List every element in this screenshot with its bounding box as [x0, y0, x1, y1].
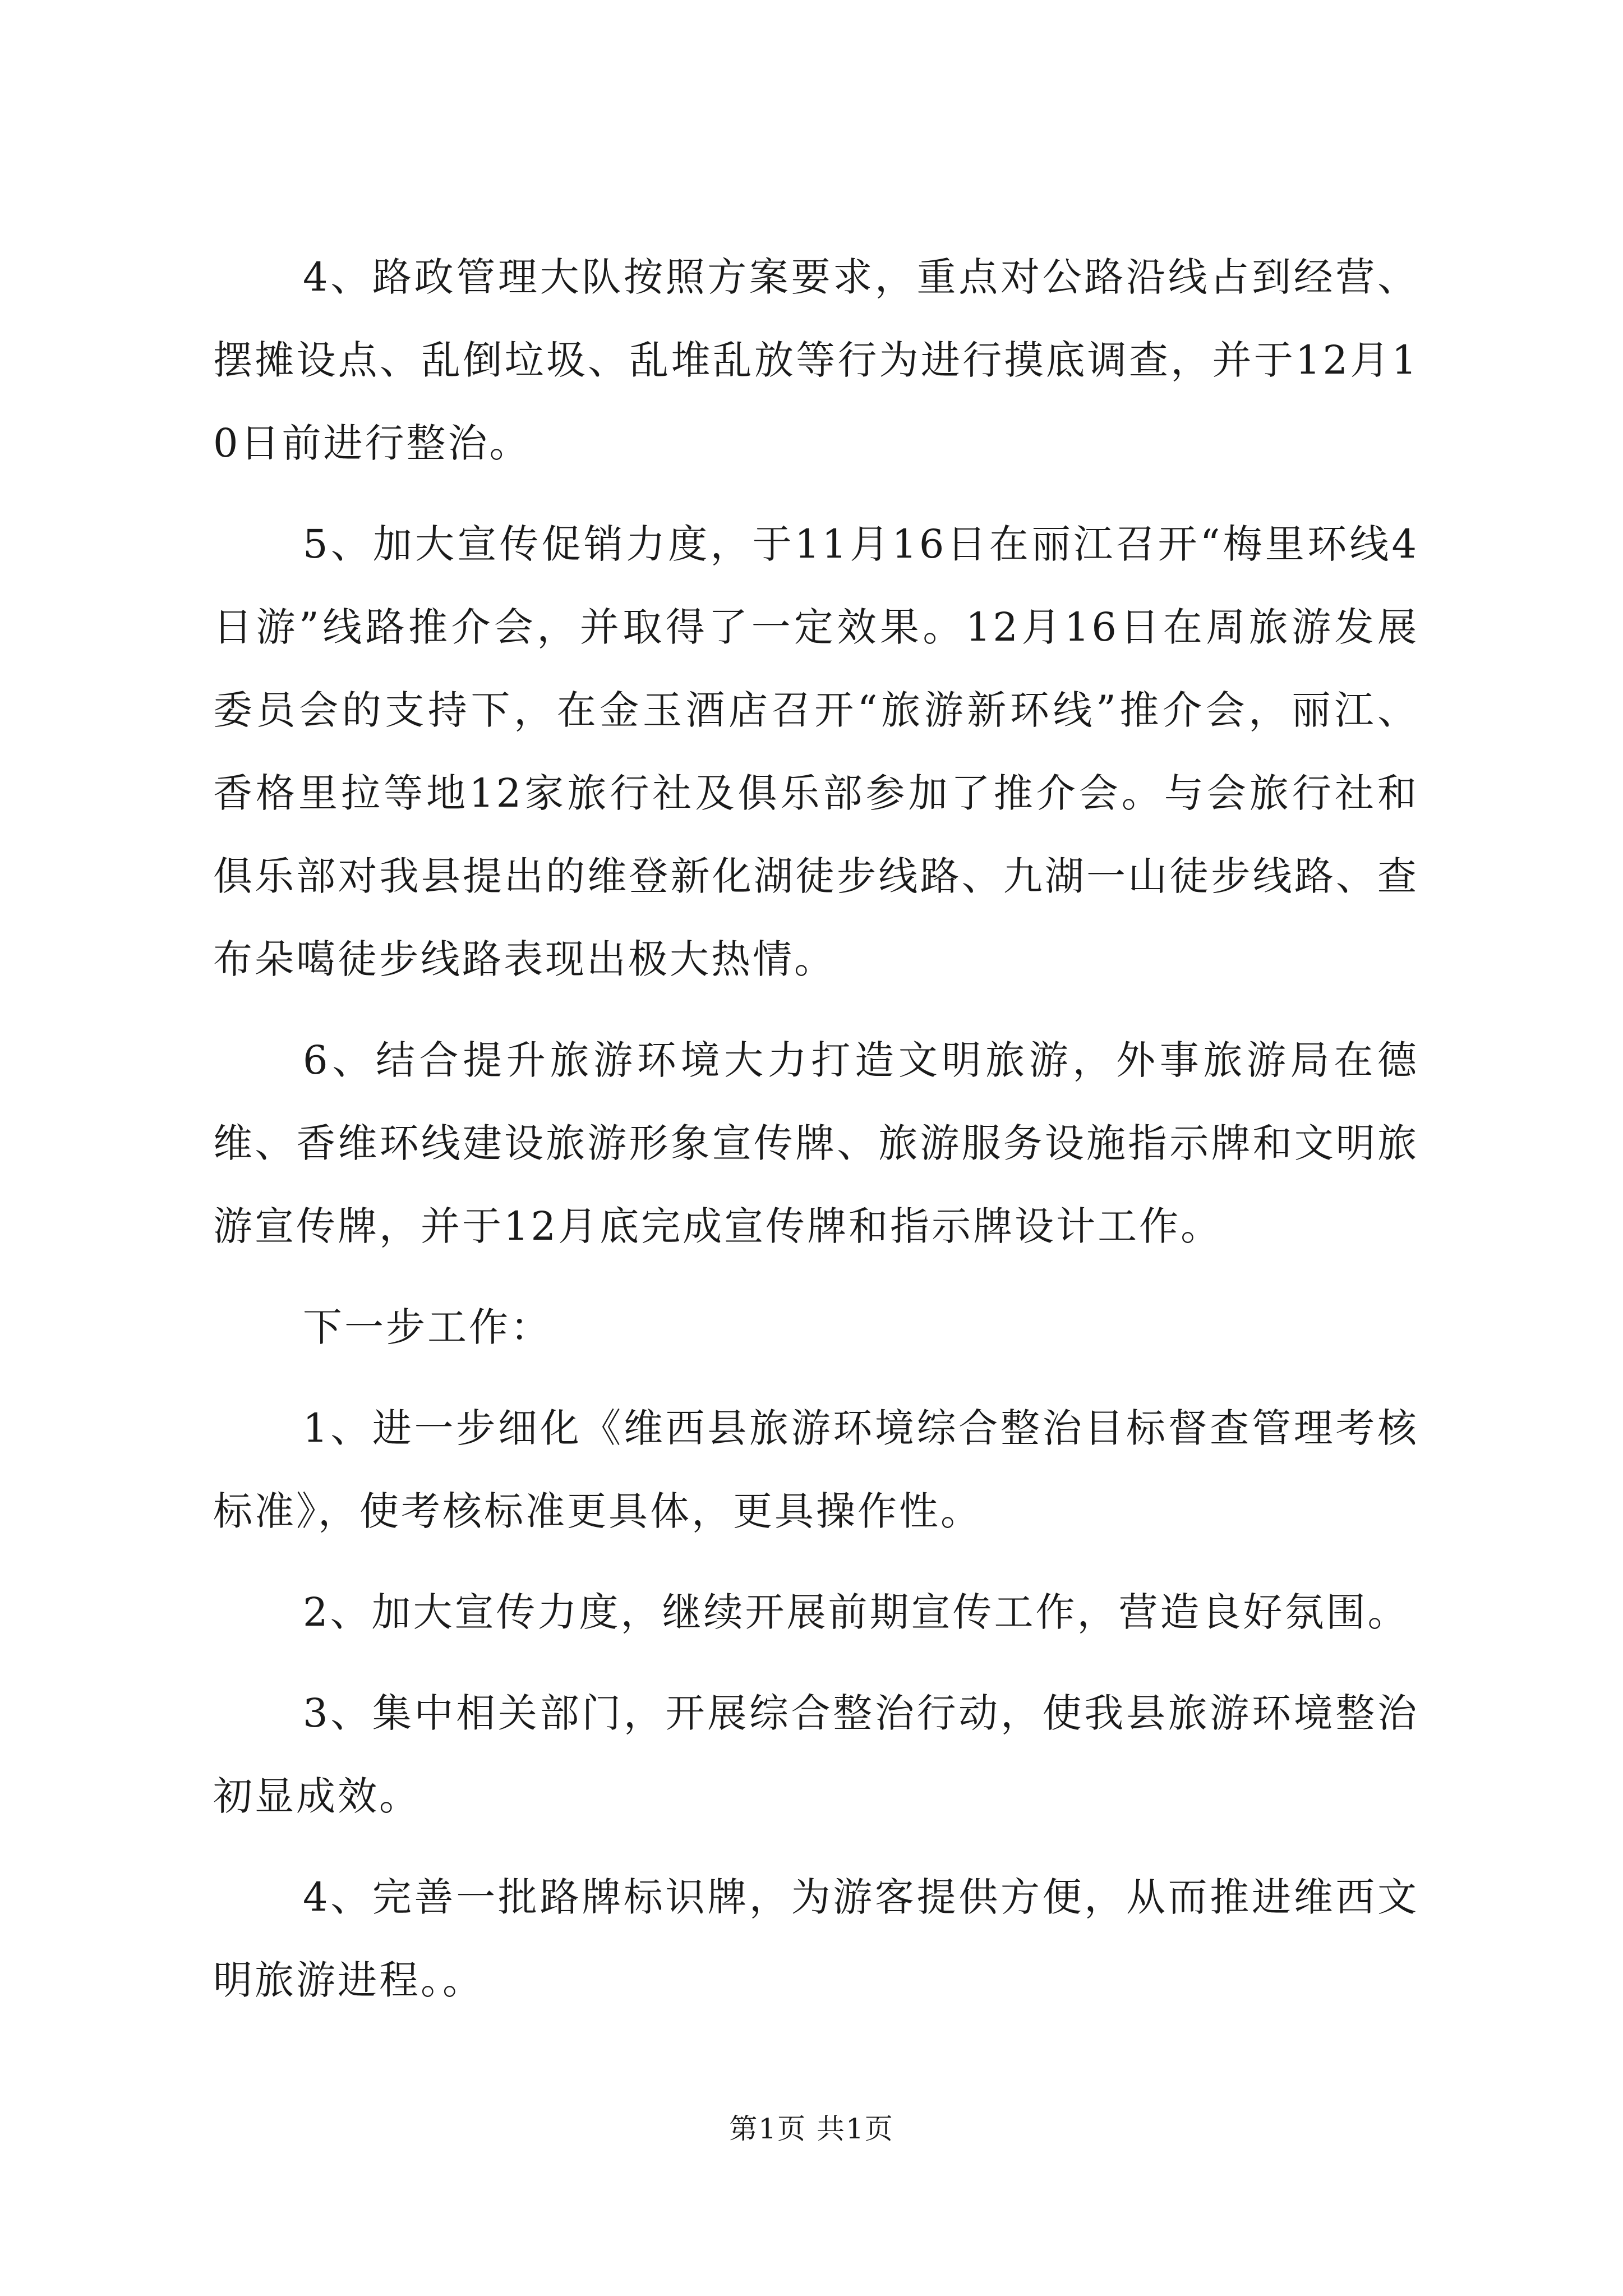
- next-step-4: 4、完善一批路牌标识牌，为游客提供方便，从而推进维西文明旅游进程。。: [213, 1874, 1419, 2003]
- document-body: [213, 236, 1419, 2040]
- next-step-3: 3、集中相关部门，开展综合整治行动，使我县旅游环境整治初显成效。: [213, 1690, 1419, 1819]
- next-step-2: 2、加大宣传力度，继续开展前期宣传工作，营造良好氛围。: [303, 1589, 1409, 1635]
- paragraph-item-4-road-management: 4、路政管理大队按照方案要求，重点对公路沿线占到经营、摆摊设点、乱倒垃圾、乱堆乱放等行为进行摸底调查，并于12月10日前进行整治。: [213, 254, 1419, 466]
- page-footer: 第1页 共1页: [729, 2113, 894, 2145]
- paragraph-item-6-signage: 6、结合提升旅游环境大力打造文明旅游，外事旅游局在德维、香维环线建设旅游形象宣传牌、旅游服务设施指示牌和文明旅游宣传牌，并于12月底完成宣传牌和指示牌设计工作。: [213, 1037, 1419, 1249]
- next-step-1: 1、进一步细化《维西县旅游环境综合整治目标督查管理考核标准》，使考核标准更具体，更具操作性。: [213, 1405, 1419, 1534]
- paragraph-item-5-promotion: 5、加大宣传促销力度，于11月16日在丽江召开“梅里环线4日游”线路推介会，并取得了一定效果。12月16日在周旅游发展委员会的支持下，在金玉酒店召开“旅游新环线”推介会，丽江、香格里拉等地12家旅行社及俱乐部参加了推介会。与会旅行社和俱乐部对我县提出的维登新化湖徒步线路、九湖一山徒步线路、查布朵噶徒步线路表现出极大热情。: [213, 521, 1419, 982]
- next-steps-heading: 下一步工作：: [303, 1304, 552, 1350]
